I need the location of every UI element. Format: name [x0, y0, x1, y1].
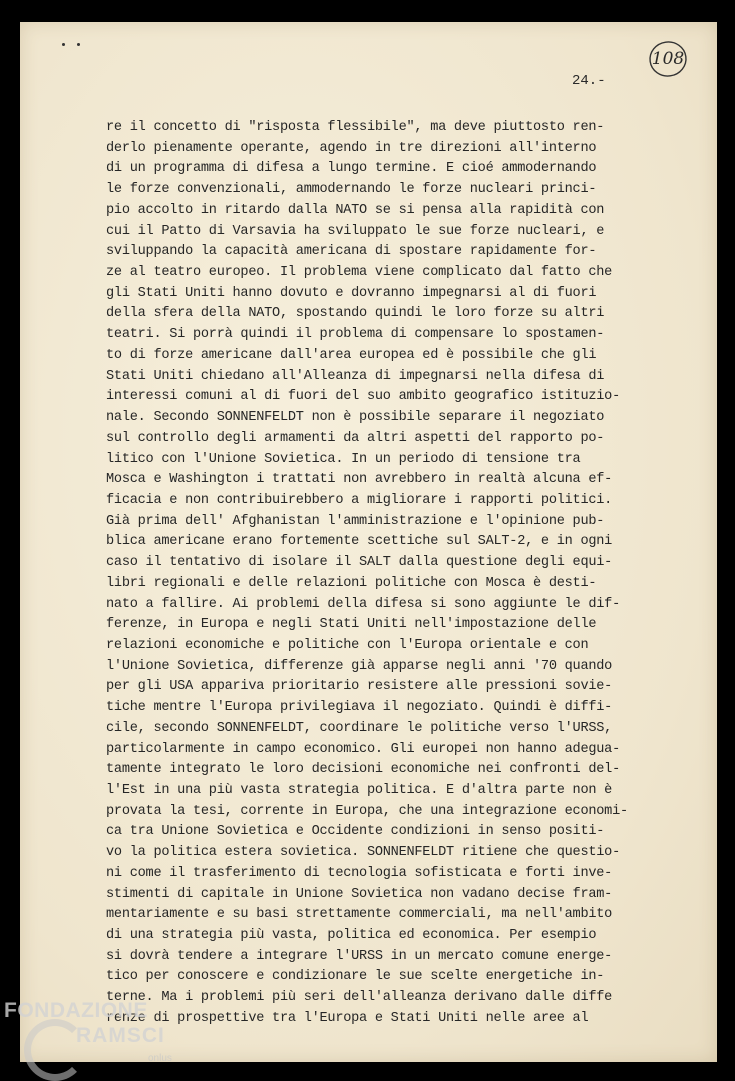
text-line: per gli USA appariva prioritario resistere alle pressioni sovie-	[106, 679, 613, 695]
text-line: sul controllo degli armamenti da altri aspetti del rapporto po-	[106, 430, 605, 446]
document-page	[20, 22, 717, 1062]
text-line: ferenze, in Europa e negli Stati Uniti nell'impostazione delle	[106, 617, 597, 633]
text-line: ca tra Unione Sovietica e Occidente condizioni in senso positi-	[106, 824, 605, 840]
folio-stamp	[647, 40, 689, 78]
text-line: l'Est in una più vasta strategia politica. E d'altra parte non è	[106, 783, 613, 798]
text-line: particolarmente in campo economico. Gli europei non hanno adegua-	[106, 741, 620, 757]
text-line: ni come il trasferimento di tecnologia sofisticata e forti inve-	[106, 865, 613, 881]
text-line: interessi comuni al di fuori del suo ambito geografico istituzio-	[106, 389, 620, 405]
text-line: pio accolto in ritardo dalla NATO se si pensa alla rapidità con	[106, 202, 605, 218]
text-line: blica americane erano fortemente scettiche sul SALT-2, e in ogni	[106, 534, 613, 550]
text-line: Stati Uniti chiedano all'Alleanza di impegnarsi nella difesa di	[106, 368, 605, 384]
text-line: mentariamente e su basi strettamente commerciali, ma nell'ambito	[106, 907, 613, 923]
text-line: le forze convenzionali, ammodernando le forze nucleari princi-	[106, 182, 597, 198]
watermark-line-1: FONDAZIONE	[4, 999, 148, 1022]
text-line: caso il tentativo di isolare il SALT dalla questione degli equi-	[106, 555, 613, 571]
text-line: di un programma di difesa a lungo termine. E cioé ammodernando	[106, 161, 597, 177]
page-number: 24.-	[572, 73, 606, 89]
text-line: ficacia e non contribuirebbero a migliorare i rapporti politici.	[106, 492, 613, 508]
punch-mark	[62, 43, 65, 46]
text-line: della sfera della NATO, spostando quindi le loro forze su altri	[106, 306, 605, 322]
text-line: nato a fallire. Ai problemi della difesa si sono aggiunte le dif-	[106, 596, 620, 612]
text-line: Mosca e Washington i trattati non avrebbero in realtà alcuna ef-	[106, 472, 613, 488]
text-line: re il concetto di "risposta flessibile", ma deve piuttosto ren-	[106, 120, 605, 135]
text-line: cui il Patto di Varsavia ha sviluppato le sue forze nucleari, e	[106, 223, 605, 239]
folio-number: 108	[651, 49, 685, 69]
text-line: relazioni economiche e politiche con l'Europa orientale e con	[106, 637, 589, 653]
text-line: provata la tesi, corrente in Europa, che una integrazione economi-	[106, 803, 628, 819]
text-line: stimenti di capitale in Unione Sovietica non vadano decise fram-	[106, 886, 613, 902]
text-line: vo la politica estera sovietica. SONNENFELDT ritiene che questio-	[106, 845, 620, 861]
text-line: to di forze americane dall'area europea ed è possibile che gli	[106, 347, 597, 363]
text-line: di una strategia più vasta, politica ed economica. Per esempio	[106, 928, 597, 944]
text-line: l'Unione Sovietica, differenze già apparse negli anni '70 quando	[106, 658, 613, 674]
text-line: terne. Ma i problemi più seri dell'alleanza derivano dalle diffe	[106, 990, 613, 1006]
text-line: tamente integrato le loro decisioni economiche nei confronti del-	[106, 762, 620, 778]
text-line: teatri. Si porrà quindi il problema di compensare lo spostamen-	[106, 327, 605, 343]
text-line: ze al teatro europeo. Il problema viene complicato dal fatto che	[106, 265, 613, 281]
text-line: tico per conoscere e condizionare le sue scelte energetiche in-	[106, 969, 605, 985]
text-line: litico con l'Unione Sovietica. In un periodo di tensione tra	[106, 451, 581, 467]
text-line: gli Stati Uniti hanno dovuto e dovranno impegnarsi al di fuori	[106, 285, 597, 301]
text-line: renze di prospettive tra l'Europa e Stati Uniti nelle aree al	[106, 1010, 589, 1026]
text-line: cile, secondo SONNENFELDT, coordinare le politiche verso l'URSS,	[106, 720, 613, 736]
watermark-line-2: RAMSCI	[76, 1024, 165, 1047]
punch-mark	[77, 43, 80, 46]
text-line: tiche mentre l'Europa privilegiava il negoziato. Quindi è diffi-	[106, 700, 613, 716]
text-line: nale. Secondo SONNENFELDT non è possibile separare il negoziato	[106, 410, 605, 426]
text-line: Già prima dell' Afghanistan l'amministrazione e l'opinione pub-	[106, 513, 605, 529]
text-line: derlo pienamente operante, agendo in tre direzioni all'interno	[106, 140, 597, 156]
body-text	[106, 118, 686, 1030]
text-line: si dovrà tendere a integrare l'URSS in un mercato comune energe-	[106, 948, 613, 964]
watermark-line-3: onlus	[148, 1053, 172, 1064]
text-line: sviluppando la capacità americana di spostare rapidamente for-	[106, 244, 597, 260]
text-line: libri regionali e delle relazioni politiche con Mosca è desti-	[106, 575, 597, 591]
